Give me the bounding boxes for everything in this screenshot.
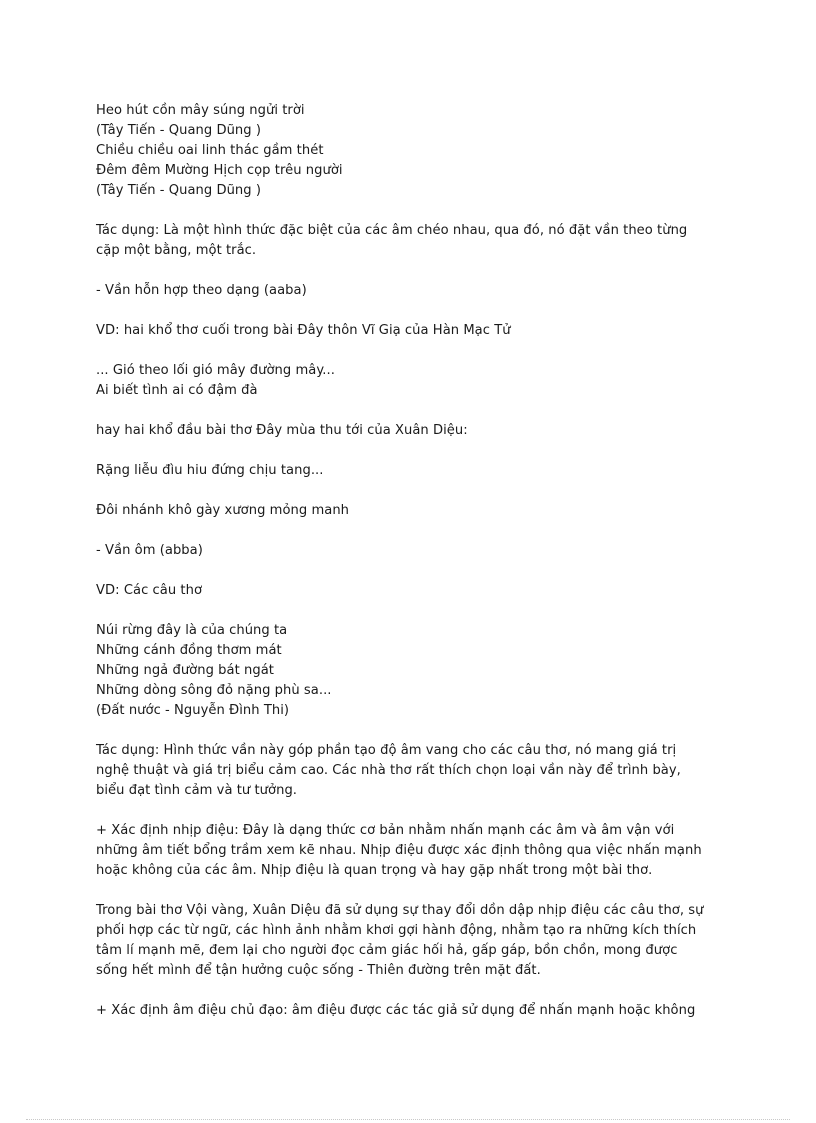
text-line: + Xác định nhịp điệu: Đây là dạng thức cơ bản nhằm nhấn mạnh các âm và âm vận với	[96, 823, 675, 838]
text-line: hay hai khổ đầu bài thơ Đây mùa thu tới của Xuân Diệu:	[96, 423, 468, 438]
text-line: Rặng liễu đìu hiu đứng chịu tang...	[96, 463, 324, 478]
text-line: - Vần ôm (abba)	[96, 543, 203, 558]
text-line: Tác dụng: Là một hình thức đặc biệt của các âm chéo nhau, qua đó, nó đặt vần theo từng	[96, 223, 688, 238]
blank-line	[96, 261, 736, 281]
blank-line	[96, 521, 736, 541]
blank-line	[96, 801, 736, 821]
text-line: nghệ thuật và giá trị biểu cảm cao. Các nhà thơ rất thích chọn loại vần này để trình bày,	[96, 763, 681, 778]
text-line: (Tây Tiến - Quang Dũng )	[96, 183, 262, 198]
text-line: Núi rừng đây là của chúng ta	[96, 623, 288, 638]
blank-line	[96, 481, 736, 501]
text-line: Heo hút cồn mây súng ngửi trời	[96, 103, 305, 118]
text-line: tâm lí mạnh mẽ, đem lại cho người đọc cảm giác hối hả, gấp gáp, bồn chồn, mong được	[96, 943, 678, 958]
blank-line	[96, 981, 736, 1001]
blank-line	[96, 561, 736, 581]
text-line: cặp một bằng, một trắc.	[96, 243, 257, 258]
text-line: Trong bài thơ Vội vàng, Xuân Diệu đã sử dụng sự thay đổi dồn dập nhịp điệu các câu thơ, sự	[96, 903, 704, 918]
text-line: - Vần hỗn hợp theo dạng (aaba)	[96, 283, 307, 298]
text-line: Đêm đêm Mường Hịch cọp trêu người	[96, 163, 343, 178]
text-line: VD: hai khổ thơ cuối trong bài Đây thôn Vĩ Giạ của Hàn Mạc Tử	[96, 323, 511, 338]
blank-line	[96, 601, 736, 621]
document-body	[96, 101, 736, 1021]
text-line: sống hết mình để tận hưởng cuộc sống - Thiên đường trên mặt đất.	[96, 963, 541, 978]
text-line: Những ngả đường bát ngát	[96, 663, 274, 678]
blank-line	[96, 401, 736, 421]
blank-line	[96, 341, 736, 361]
text-line: (Tây Tiến - Quang Dũng )	[96, 123, 262, 138]
text-line: Những cánh đồng thơm mát	[96, 643, 282, 658]
page-bottom-divider	[26, 1119, 790, 1120]
text-line: phối hợp các từ ngữ, các hình ảnh nhằm khơi gợi hành động, nhằm tạo ra những kích thích	[96, 923, 697, 938]
blank-line	[96, 301, 736, 321]
text-line: hoặc không của các âm. Nhịp điệu là quan trọng và hay gặp nhất trong một bài thơ.	[96, 863, 653, 878]
text-line: ... Gió theo lối gió mây đường mây...	[96, 363, 335, 378]
blank-line	[96, 881, 736, 901]
text-line: những âm tiết bổng trầm xem kẽ nhau. Nhịp điệu được xác định thông qua việc nhấn mạnh	[96, 843, 702, 858]
text-line: Đôi nhánh khô gày xương mỏng manh	[96, 503, 350, 518]
blank-line	[96, 441, 736, 461]
text-line: Chiều chiều oai linh thác gầm thét	[96, 143, 324, 158]
text-line: Tác dụng: Hình thức vần này góp phần tạo độ âm vang cho các câu thơ, nó mang giá trị	[96, 743, 677, 758]
text-line: Ai biết tình ai có đậm đà	[96, 383, 258, 398]
text-line: Những dòng sông đỏ nặng phù sa...	[96, 683, 332, 698]
blank-line	[96, 721, 736, 741]
text-line: biểu đạt tình cảm và tư tưởng.	[96, 783, 298, 798]
text-line: VD: Các câu thơ	[96, 583, 203, 598]
text-line: + Xác định âm điệu chủ đạo: âm điệu được các tác giả sử dụng để nhấn mạnh hoặc không	[96, 1003, 696, 1018]
blank-line	[96, 201, 736, 221]
text-line: (Đất nước - Nguyễn Đình Thi)	[96, 703, 290, 718]
